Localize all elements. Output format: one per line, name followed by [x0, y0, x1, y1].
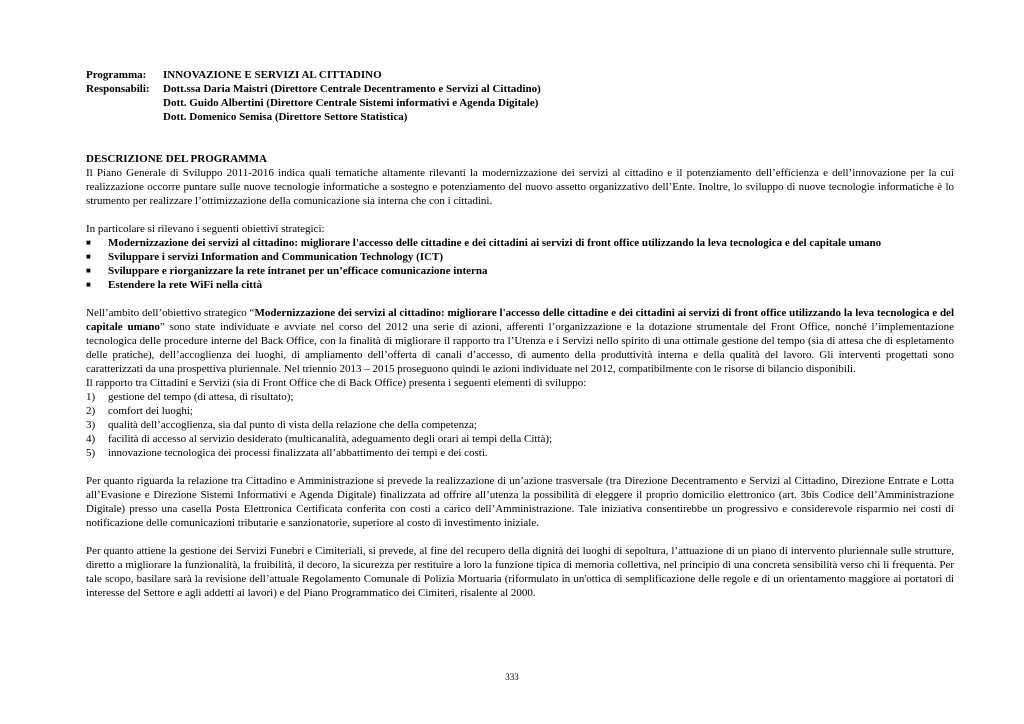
- development-item: 3) qualità dell’accoglienza, sia dal punto di vista della relazione che della competenza;: [86, 419, 477, 431]
- responsabili-row: [86, 82, 954, 96]
- citizen-administration-paragraph: Per quanto riguarda la relazione tra Cittadino e Amministrazione si prevede la realizzazione di un’azione trasversale (tra Direzione Decentramento e Servizi al Cittadino, Direzione Entrate e Lotta all’Evasione e Direzione Sistemi Informativi e Agenda Digitale) finalizzata ad offrire all’utenza la possibilità di eleggere il proprio domicilio elettronico (art. 3bis Codice dell’Amministrazione Digitale) presso una casella Posta Elettronica Certificata conferita con costi a carico dell’Amministrazione. Tale iniziativa consentirebbe un progressivo e considerevole risparmio nei costi di notificazione delle comunicazioni tributarie e sanzionatorie, superiore al costo di investimento iniziale.: [86, 475, 954, 529]
- square-bullet-icon: ■: [86, 252, 91, 261]
- program-row: [86, 68, 954, 82]
- development-item: 2) comfort dei luoghi;: [86, 405, 193, 417]
- strategic-objective-paragraph: Nell’ambito dell’obiettivo strategico “Modernizzazione dei servizi al cittadino: migliorare l'accesso delle cittadine e dei cittadini ai servizi di front office utilizzando la leva tecnologica e del capitale umano” sono state individuate e avviate nel corso del 2012 una serie di azioni, afferenti l’organizzazione e la dotazione strumentale del Front Office, nonché l’implementazione tecnologica delle procedure interne del Back Office, con la finalità di migliorare il rapporto tra l’Utenza e i Servizi nello spirito di una ottimale gestione del tempo (sia di attesa che di espletamento delle pratiche), dell’accoglienza dei luoghi, di ampliamento dell’offerta di canali d’accesso, di aumento della produttività interna e della qualità del lavoro. Gli interventi progettati sono caratterizzati da una prospettiva pluriennale. Nel triennio 2013 – 2015 proseguono quindi le azioni individuate nel 2012, compatibilmente con le risorse di bilancio disponibili.: [86, 307, 954, 375]
- development-item: 4) facilità di accesso al servizio desiderato (multicanalità, adeguamento degli orari ai tempi della Città);: [86, 433, 553, 445]
- responsabile-3: Dott. Domenico Semisa (Direttore Settore Statistica): [163, 111, 408, 123]
- responsabile-1: Dott.ssa Daria Maistri (Direttore Centrale Decentramento e Servizi al Cittadino): [163, 83, 541, 95]
- objective-item: ■ Estendere la rete WiFi nella città: [86, 279, 263, 291]
- square-bullet-icon: ■: [86, 238, 91, 247]
- objective-item: ■ Modernizzazione dei servizi al cittadino: migliorare l'accesso delle cittadine e dei cittadini ai servizi di front office utilizzando la leva tecnologica e del capitale umano: [86, 237, 882, 249]
- page-number: 333: [505, 672, 519, 682]
- development-item: 1) gestione del tempo (di attesa, di risultato);: [86, 391, 294, 403]
- document-page: [86, 68, 954, 600]
- objective-item: ■ Sviluppare i servizi Information and Communication Technology (ICT): [86, 251, 444, 263]
- development-item: 5) innovazione tecnologica dei processi finalizzata all’abbattimento dei tempi e dei costi.: [86, 447, 488, 459]
- program-label: Programma:: [86, 69, 147, 81]
- responsabili-label: Responsabili:: [86, 83, 150, 95]
- square-bullet-icon: ■: [86, 280, 91, 289]
- section-title: DESCRIZIONE DEL PROGRAMMA: [86, 153, 267, 165]
- funeral-services-paragraph: Per quanto attiene la gestione dei Servizi Funebri e Cimiteriali, si prevede, al fine del recupero della dignità dei luoghi di sepoltura, l’attuazione di un piano di intervento pluriennale sulle strutture, diretto a migliorare la funzionalità, la fruibilità, il decoro, la sicurezza per restituire a loro la funzione tipica di memoria collettiva, nel principio di una concreta sensibilità verso chi li frequenta. Per tale scopo, basilare sarà la revisione dell’attuale Regolamento Comunale di Polizia Mortuaria (riformulato in un'ottica di semplificazione delle regole e di un orientamento maggiore ai portatori di interesse del Settore e agli addetti ai lavori) e del Piano Programmatico dei Cimiteri, risalente al 2000.: [86, 545, 954, 599]
- objective-item: ■ Sviluppare e riorganizzare la rete intranet per un’efficace comunicazione interna: [86, 265, 488, 277]
- responsabile-2: Dott. Guido Albertini (Direttore Centrale Sistemi informativi e Agenda Digitale): [163, 97, 539, 109]
- program-title: INNOVAZIONE E SERVIZI AL CITTADINO: [163, 69, 382, 81]
- intro-paragraph: Il Piano Generale di Sviluppo 2011-2016 indica quali tematiche altamente rilevanti la modernizzazione dei servizi al cittadino e il potenziamento dell’efficienza e dell’innovazione per la cui realizzazione occorre puntare sulle nuove tecnologie informatiche a sostegno e potenziamento del nuovo assetto organizzativo dell’Ente. Inoltre, lo sviluppo di nuove tecnologie informatiche è lo strumento per realizzare l’ottimizzazione della comunicazione sia interna che con i cittadini.: [86, 167, 954, 207]
- objectives-intro: In particolare si rilevano i seguenti obiettivi strategici:: [86, 223, 325, 235]
- development-intro: Il rapporto tra Cittadini e Servizi (sia di Front Office che di Back Office) presenta i seguenti elementi di sviluppo:: [86, 377, 587, 389]
- square-bullet-icon: ■: [86, 266, 91, 275]
